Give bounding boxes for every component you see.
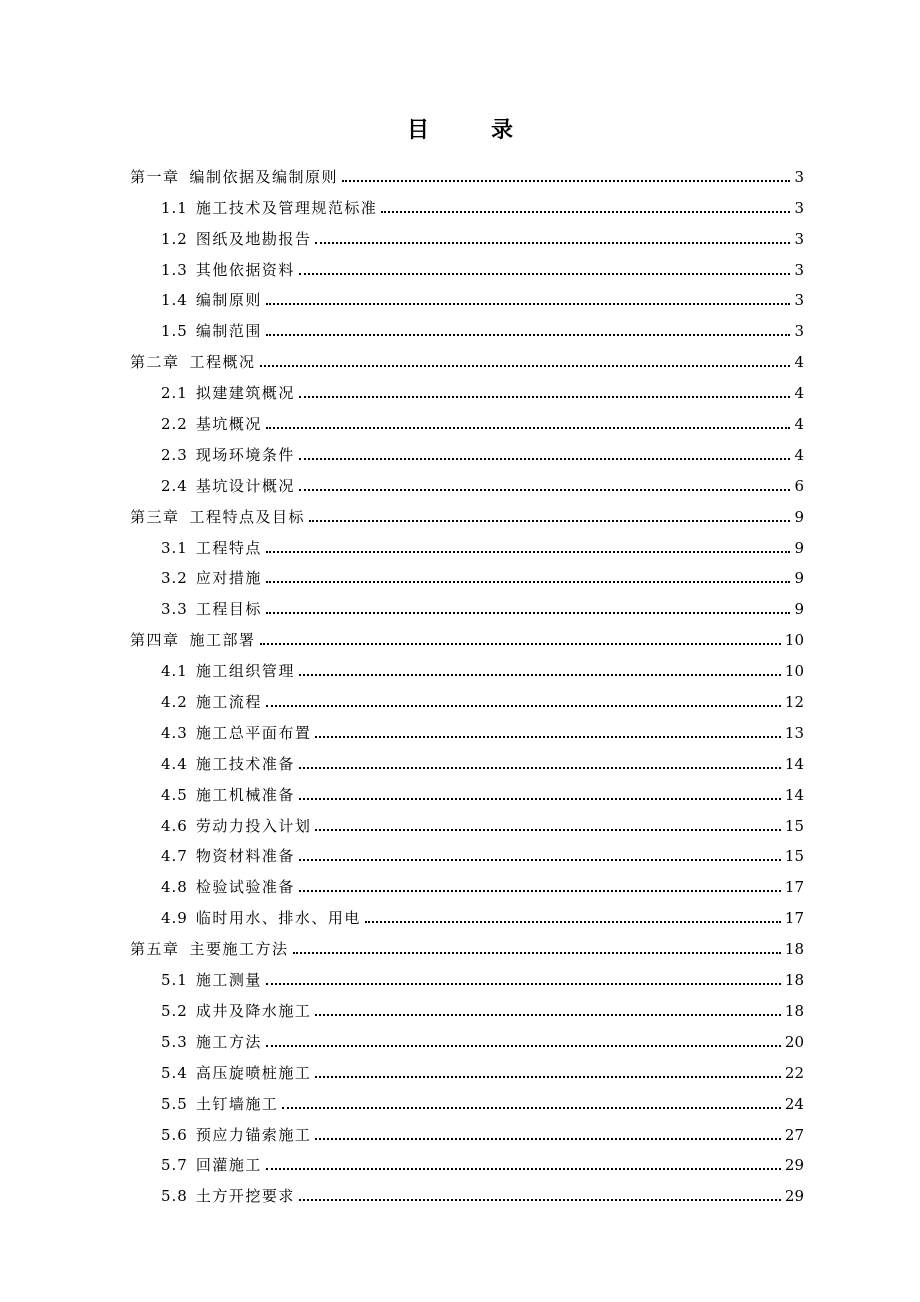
dot-leader — [342, 180, 790, 182]
toc-entry-label — [130, 939, 289, 959]
toc-entry-label — [161, 723, 311, 743]
toc-entry-title: 拟建建筑概况 — [195, 384, 295, 403]
toc-section-entry[interactable] — [130, 187, 804, 218]
toc-section-entry[interactable] — [130, 527, 804, 558]
toc-section-entry[interactable] — [130, 866, 804, 897]
section-number: 5.5 — [161, 1094, 188, 1113]
toc-page-number: 14 — [784, 754, 804, 773]
toc-chapter-entry[interactable] — [130, 619, 804, 650]
dot-leader — [266, 983, 781, 985]
section-number: 4.5 — [161, 785, 188, 804]
toc-page-number: 18 — [784, 1001, 804, 1020]
toc-section-entry[interactable] — [130, 1175, 804, 1206]
toc-section-entry[interactable] — [130, 650, 804, 681]
toc-entry-title: 成井及降水施工 — [195, 1001, 312, 1020]
dot-leader — [309, 520, 790, 522]
table-of-contents — [130, 156, 804, 1206]
toc-entry-title: 工程特点 — [195, 538, 262, 557]
toc-section-entry[interactable] — [130, 249, 804, 280]
toc-entry-label — [161, 1186, 295, 1206]
dot-leader — [299, 273, 790, 275]
toc-chapter-entry[interactable] — [130, 341, 804, 372]
toc-page-number: 27 — [784, 1125, 804, 1144]
dot-leader — [266, 303, 790, 305]
dot-leader — [299, 396, 790, 398]
section-number: 4.4 — [161, 754, 188, 773]
toc-page-number: 17 — [784, 909, 804, 928]
toc-entry-title: 高压旋喷桩施工 — [195, 1063, 312, 1082]
section-number: 4.3 — [161, 723, 188, 742]
dot-leader — [365, 921, 781, 923]
toc-entry-label — [130, 507, 305, 527]
toc-section-entry[interactable] — [130, 558, 804, 589]
toc-chapter-entry[interactable] — [130, 156, 804, 187]
toc-entry-title: 施工方法 — [195, 1032, 262, 1051]
section-number: 3.2 — [161, 569, 188, 588]
section-number: 4.7 — [161, 847, 188, 866]
dot-leader — [293, 952, 781, 954]
toc-page-number: 3 — [794, 229, 804, 248]
toc-section-entry[interactable] — [130, 218, 804, 249]
section-number: 5.7 — [161, 1156, 188, 1175]
toc-page-number: 14 — [784, 785, 804, 804]
toc-entry-title: 图纸及地勘报告 — [195, 229, 312, 248]
dot-leader — [299, 674, 781, 676]
toc-page-number: 3 — [794, 260, 804, 279]
toc-entry-title: 编制依据及编制原则 — [189, 167, 339, 186]
toc-page-number: 9 — [794, 600, 804, 619]
section-number: 1.5 — [161, 322, 188, 341]
toc-page-number: 9 — [794, 538, 804, 557]
chapter-number: 第一章 — [130, 167, 180, 186]
chapter-number: 第三章 — [130, 507, 180, 526]
toc-entry-title: 其他依据资料 — [195, 260, 295, 279]
toc-entry-label — [161, 877, 295, 897]
toc-entry-title: 编制原则 — [195, 291, 262, 310]
toc-section-entry[interactable] — [130, 774, 804, 805]
toc-page-number: 18 — [784, 971, 804, 990]
toc-entry-label — [161, 816, 311, 836]
toc-page-number: 15 — [784, 816, 804, 835]
toc-section-entry[interactable] — [130, 1052, 804, 1083]
toc-section-entry[interactable] — [130, 280, 804, 311]
toc-entry-label — [161, 414, 262, 434]
dot-leader — [266, 334, 790, 336]
toc-entry-label — [161, 970, 262, 990]
section-number: 4.6 — [161, 816, 188, 835]
toc-page-number: 10 — [784, 631, 804, 650]
toc-entry-label — [161, 568, 262, 588]
toc-entry-label — [161, 846, 295, 866]
toc-entry-label — [161, 229, 311, 249]
toc-entry-title: 编制范围 — [195, 322, 262, 341]
toc-entry-title: 土钉墙施工 — [195, 1094, 279, 1113]
toc-page-number: 13 — [784, 723, 804, 742]
toc-section-entry[interactable] — [130, 1021, 804, 1052]
dot-leader — [266, 612, 790, 614]
toc-entry-label — [161, 260, 295, 280]
toc-entry-title: 施工技术及管理规范标准 — [195, 198, 378, 217]
toc-entry-label — [130, 630, 256, 650]
toc-entry-title: 预应力锚索施工 — [195, 1125, 312, 1144]
dot-leader — [266, 1168, 781, 1170]
dot-leader — [266, 581, 790, 583]
toc-section-entry[interactable] — [130, 372, 804, 403]
section-number: 4.2 — [161, 693, 188, 712]
section-number: 2.4 — [161, 476, 188, 495]
toc-section-entry[interactable] — [130, 403, 804, 434]
section-number: 2.3 — [161, 445, 188, 464]
section-number: 5.4 — [161, 1063, 188, 1082]
section-number: 2.2 — [161, 415, 188, 434]
dot-leader — [299, 890, 781, 892]
toc-page-number: 4 — [794, 384, 804, 403]
dot-leader — [299, 1199, 781, 1201]
toc-section-entry[interactable] — [130, 712, 804, 743]
toc-entry-label — [161, 538, 262, 558]
toc-entry-label — [161, 476, 295, 496]
section-number: 3.3 — [161, 600, 188, 619]
dot-leader — [315, 1138, 781, 1140]
toc-entry-label — [161, 754, 295, 774]
toc-section-entry[interactable] — [130, 836, 804, 867]
dot-leader — [315, 829, 781, 831]
dot-leader — [260, 365, 790, 367]
toc-page-number: 4 — [794, 445, 804, 464]
toc-section-entry[interactable] — [130, 1083, 804, 1114]
toc-entry-label — [161, 445, 295, 465]
toc-entry-label — [161, 1094, 278, 1114]
toc-entry-title: 施工组织管理 — [195, 662, 295, 681]
toc-section-entry[interactable] — [130, 1145, 804, 1176]
toc-page-number: 17 — [784, 878, 804, 897]
toc-entry-label — [161, 599, 262, 619]
toc-entry-title: 工程概况 — [189, 353, 256, 372]
toc-section-entry[interactable] — [130, 959, 804, 990]
dot-leader — [299, 767, 781, 769]
toc-entry-label — [161, 785, 295, 805]
toc-section-entry[interactable] — [130, 434, 804, 465]
toc-entry-title: 工程目标 — [195, 600, 262, 619]
toc-entry-label — [161, 321, 262, 341]
toc-section-entry[interactable] — [130, 588, 804, 619]
toc-entry-title: 物资材料准备 — [195, 847, 295, 866]
toc-entry-label — [130, 352, 256, 372]
toc-page-number: 24 — [784, 1094, 804, 1113]
toc-entry-label — [161, 1032, 262, 1052]
toc-entry-label — [161, 908, 361, 928]
toc-entry-label — [161, 198, 377, 218]
toc-entry-label — [161, 290, 262, 310]
dot-leader — [299, 458, 790, 460]
toc-entry-label — [161, 692, 262, 712]
toc-entry-title: 应对措施 — [195, 569, 262, 588]
toc-entry-title: 施工部署 — [189, 631, 256, 650]
section-number: 2.1 — [161, 384, 188, 403]
toc-entry-label — [161, 1001, 311, 1021]
toc-entry-label — [161, 1155, 262, 1175]
toc-page-number: 18 — [784, 940, 804, 959]
dot-leader — [315, 1076, 781, 1078]
toc-page-number: 9 — [794, 569, 804, 588]
toc-entry-title: 检验试验准备 — [195, 878, 295, 897]
toc-page-number: 20 — [784, 1032, 804, 1051]
toc-entry-label — [130, 167, 338, 187]
toc-entry-title: 施工流程 — [195, 693, 262, 712]
toc-section-entry[interactable] — [130, 990, 804, 1021]
page-title: 目 录 — [406, 117, 533, 143]
toc-page-number: 15 — [784, 847, 804, 866]
chapter-number: 第二章 — [130, 353, 180, 372]
toc-entry-title: 工程特点及目标 — [189, 507, 306, 526]
section-number: 1.1 — [161, 198, 188, 217]
toc-section-entry[interactable] — [130, 897, 804, 928]
toc-page-number: 6 — [794, 476, 804, 495]
toc-entry-title: 施工总平面布置 — [195, 723, 312, 742]
section-number: 5.3 — [161, 1032, 188, 1051]
section-number: 5.6 — [161, 1125, 188, 1144]
section-number: 4.9 — [161, 909, 188, 928]
dot-leader — [266, 551, 790, 553]
toc-page-number: 3 — [794, 291, 804, 310]
dot-leader — [315, 736, 781, 738]
section-number: 3.1 — [161, 538, 188, 557]
dot-leader — [381, 211, 790, 213]
toc-page-number: 4 — [794, 353, 804, 372]
dot-leader — [266, 1045, 781, 1047]
toc-chapter-entry[interactable] — [130, 928, 804, 959]
chapter-number: 第四章 — [130, 631, 180, 650]
toc-section-entry[interactable] — [130, 681, 804, 712]
toc-entry-title: 临时用水、排水、用电 — [195, 909, 361, 928]
dot-leader — [299, 489, 790, 491]
toc-page-number: 22 — [784, 1063, 804, 1082]
toc-chapter-entry[interactable] — [130, 496, 804, 527]
toc-page-number: 29 — [784, 1156, 804, 1175]
toc-page-number: 3 — [794, 167, 804, 186]
dot-leader — [282, 1107, 781, 1109]
section-number: 5.1 — [161, 971, 188, 990]
toc-entry-title: 施工技术准备 — [195, 754, 295, 773]
section-number: 4.8 — [161, 878, 188, 897]
toc-entry-label — [161, 383, 295, 403]
toc-page-number: 4 — [794, 415, 804, 434]
toc-entry-label — [161, 1063, 311, 1083]
toc-page-number: 3 — [794, 322, 804, 341]
toc-entry-label — [161, 1125, 311, 1145]
toc-entry-title: 基坑设计概况 — [195, 476, 295, 495]
toc-section-entry[interactable] — [130, 310, 804, 341]
dot-leader — [260, 643, 781, 645]
toc-page-number: 29 — [784, 1187, 804, 1206]
toc-entry-title: 基坑概况 — [195, 415, 262, 434]
dot-leader — [266, 427, 790, 429]
chapter-number: 第五章 — [130, 940, 180, 959]
dot-leader — [315, 242, 790, 244]
toc-entry-title: 劳动力投入计划 — [195, 816, 312, 835]
toc-entry-title: 回灌施工 — [195, 1156, 262, 1175]
section-number: 5.2 — [161, 1001, 188, 1020]
section-number: 5.8 — [161, 1187, 188, 1206]
section-number: 1.3 — [161, 260, 188, 279]
toc-section-entry[interactable] — [130, 743, 804, 774]
toc-section-entry[interactable] — [130, 1114, 804, 1145]
dot-leader — [299, 798, 781, 800]
toc-section-entry[interactable] — [130, 465, 804, 496]
dot-leader — [315, 1014, 781, 1016]
toc-entry-title: 土方开挖要求 — [195, 1187, 295, 1206]
toc-entry-label — [161, 661, 295, 681]
toc-entry-title: 施工测量 — [195, 971, 262, 990]
toc-entry-title: 主要施工方法 — [189, 940, 289, 959]
toc-page-number: 3 — [794, 198, 804, 217]
toc-page-number: 12 — [784, 693, 804, 712]
dot-leader — [299, 859, 781, 861]
toc-page-number: 9 — [794, 507, 804, 526]
toc-section-entry[interactable] — [130, 805, 804, 836]
dot-leader — [266, 705, 781, 707]
toc-entry-title: 现场环境条件 — [195, 445, 295, 464]
section-number: 1.4 — [161, 291, 188, 310]
section-number: 1.2 — [161, 229, 188, 248]
toc-page-number: 10 — [784, 662, 804, 681]
section-number: 4.1 — [161, 662, 188, 681]
toc-entry-title: 施工机械准备 — [195, 785, 295, 804]
